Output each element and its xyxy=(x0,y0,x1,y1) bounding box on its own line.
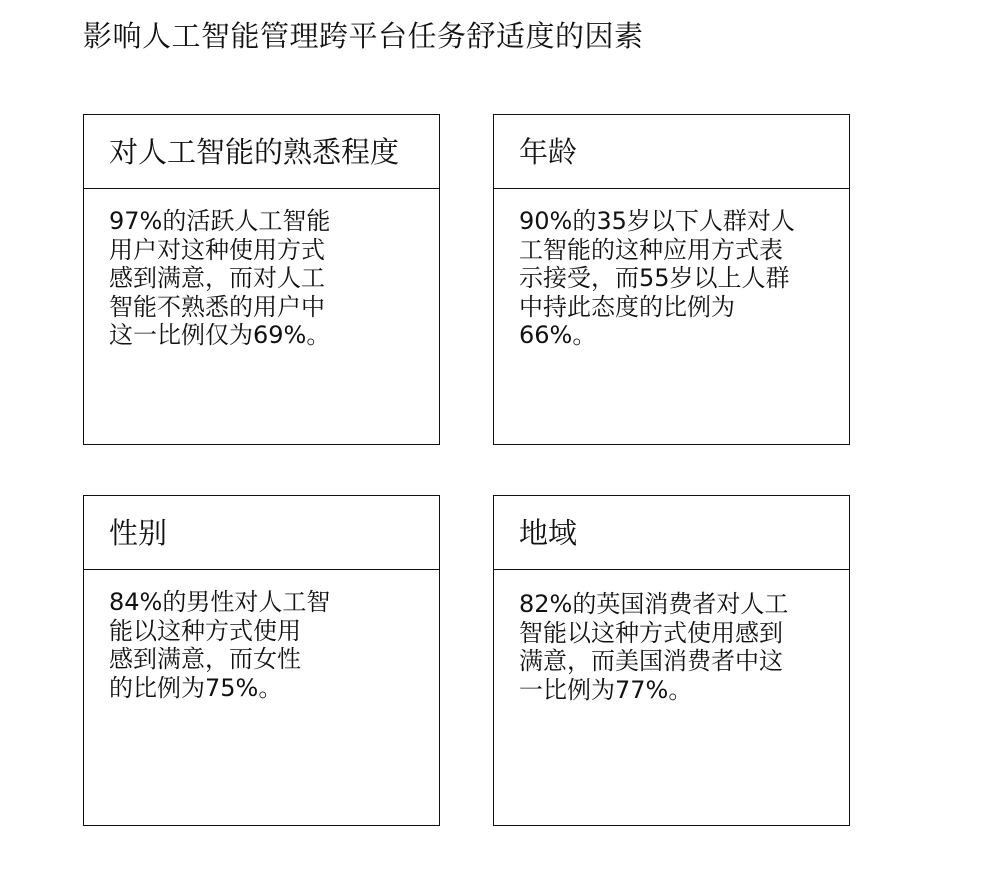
factor-card-header xyxy=(84,115,439,189)
factor-card-title: 地域 xyxy=(519,515,578,550)
page-title: 影响人工智能管理跨平台任务舒适度的因素 xyxy=(83,19,644,53)
factor-card-body xyxy=(494,189,849,350)
factor-card-body xyxy=(84,189,439,350)
factor-card-body xyxy=(494,570,849,704)
factor-card-text: 97%的活跃人工智能 用户对这种使用方式 感到满意，而对人工 智能不熟悉的用户中 这一比例仅为69%。 xyxy=(109,207,331,349)
factor-card-region xyxy=(493,495,850,826)
factor-card-body xyxy=(84,570,439,702)
factor-card-text: 82%的英国消费者对人工 智能以这种方式使用感到 满意，而美国消费者中这 一比例为77%。 xyxy=(519,590,789,704)
factor-card-title: 性别 xyxy=(109,515,168,550)
factor-card-title: 对人工智能的熟悉程度 xyxy=(109,134,400,169)
factor-card-gender xyxy=(83,495,440,826)
factor-card-age xyxy=(493,114,850,445)
factor-card-text: 90%的35岁以下人群对人 工智能的这种应用方式表 示接受，而55岁以上人群 中持此态度的比例为 66%。 xyxy=(519,207,795,349)
factor-card-ai-familiarity xyxy=(83,114,440,445)
factor-card-header xyxy=(494,496,849,570)
factor-card-text: 84%的男性对人工智 能以这种方式使用 感到满意，而女性 的比例为75%。 xyxy=(109,588,331,702)
factor-card-header xyxy=(84,496,439,570)
factor-card-title: 年龄 xyxy=(519,134,578,169)
factor-card-header xyxy=(494,115,849,189)
